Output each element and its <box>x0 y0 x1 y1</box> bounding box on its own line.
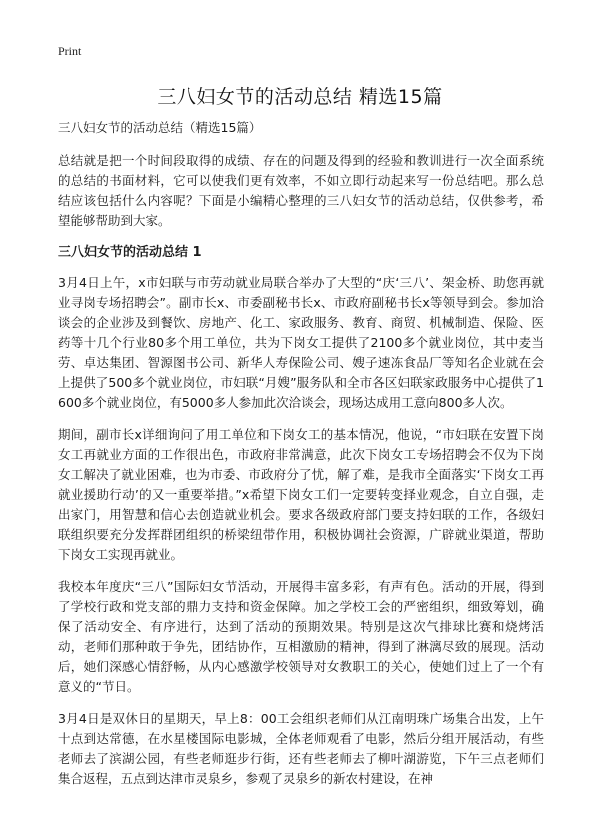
print-label: Print <box>58 44 82 58</box>
document-title: 三八妇女节的活动总结 精选15篇 <box>157 86 443 108</box>
document-body <box>58 118 544 801</box>
body-paragraph: 期间，副市长x详细询问了用工单位和下岗女工的基本情况，他说，“市妇联在安置下岗女工再就业方面的工作很出色，市政府非常满意，此次下岗女工专场招聘会不仅为下岗女工解决了就业困难，也为市委、市政府分了忧，解了难，是我市全面落实‘下岗女工再就业援助行动’的又一重要举措。”x希望下岗女工们一定要转变择业观念，自立自强，走出家门，用智慧和信心去创造就业机会。要求各级政府部门要支持妇联的工作，各级妇联组织要充分发挥群团组织的桥梁纽带作用，积极协调社会资源，广辟就业渠道，帮助下岗女工实现再就业。 <box>58 427 544 562</box>
document-subtitle: 三八妇女节的活动总结（精选15篇） <box>58 120 262 135</box>
body-paragraph: 3月4日是双休日的星期天，早上8：00工会组织老师们从江南明珠广场集合出发，上午十点到达常德，在水星楼国际电影城，全体老师观看了电影，然后分组开展活动，有些老师去了滨湖公园，有些老师逛步行街，还有些老师去了柳叶湖游览，下午三点老师们集合返程，五点到达津市灵泉乡，参观了灵泉乡的新农村建设，在神 <box>58 711 544 786</box>
section-heading: 三八妇女节的活动总结 1 <box>58 245 202 260</box>
intro-paragraph: 总结就是把一个时间段取得的成绩、存在的问题及得到的经验和教训进行一次全面系统的总结的书面材料，它可以使我们更有效率，不如立即行动起来写一份总结吧。那么总结应该包括什么内容呢？下面是小编精心整理的三八妇女节的活动总结，仅供参考，希望能够帮助到大家。 <box>58 153 544 228</box>
body-paragraph: 我校本年度庆“三八”国际妇女节活动，开展得丰富多彩，有声有色。活动的开展，得到了学校行政和党支部的鼎力支持和资金保障。加之学校工会的严密组织，细致筹划，确保了活动安全、有序进行，达到了活动的预期效果。特别是这次气排球比赛和烧烤活动，老师们那种敢于争先，团结协作，互相激励的精神，得到了淋漓尽致的展现。活动后，她们深感心情舒畅，从内心感激学校领导对女教职工的关心，使她们过上了一个有意义的“节日。 <box>58 579 544 694</box>
body-paragraph: 3月4日上午，x市妇联与市劳动就业局联合举办了大型的“庆‘三八’、架金桥、助您再就业寻岗专场招聘会”。副市长x、市委副秘书长x、市政府副秘书长x等领导到会。参加洽谈会的企业涉及到餐饮、房地产、化工、家政服务、教育、商贸、机械制造、保险、医药等十几个行业80多个用工单位，共为下岗女工提供了2100多个就业岗位，其中麦当劳、卓达集团、智源图书公司、新华人寿保险公司、嫂子速冻食品厂等知名企业就在会上提供了500多个就业岗位，市妇联“月嫂”服务队和全市各区妇联家政服务中心提供了1600多个就业岗位，有5000多人参加此次洽谈会，现场达成用工意向800多人次。 <box>58 275 544 410</box>
